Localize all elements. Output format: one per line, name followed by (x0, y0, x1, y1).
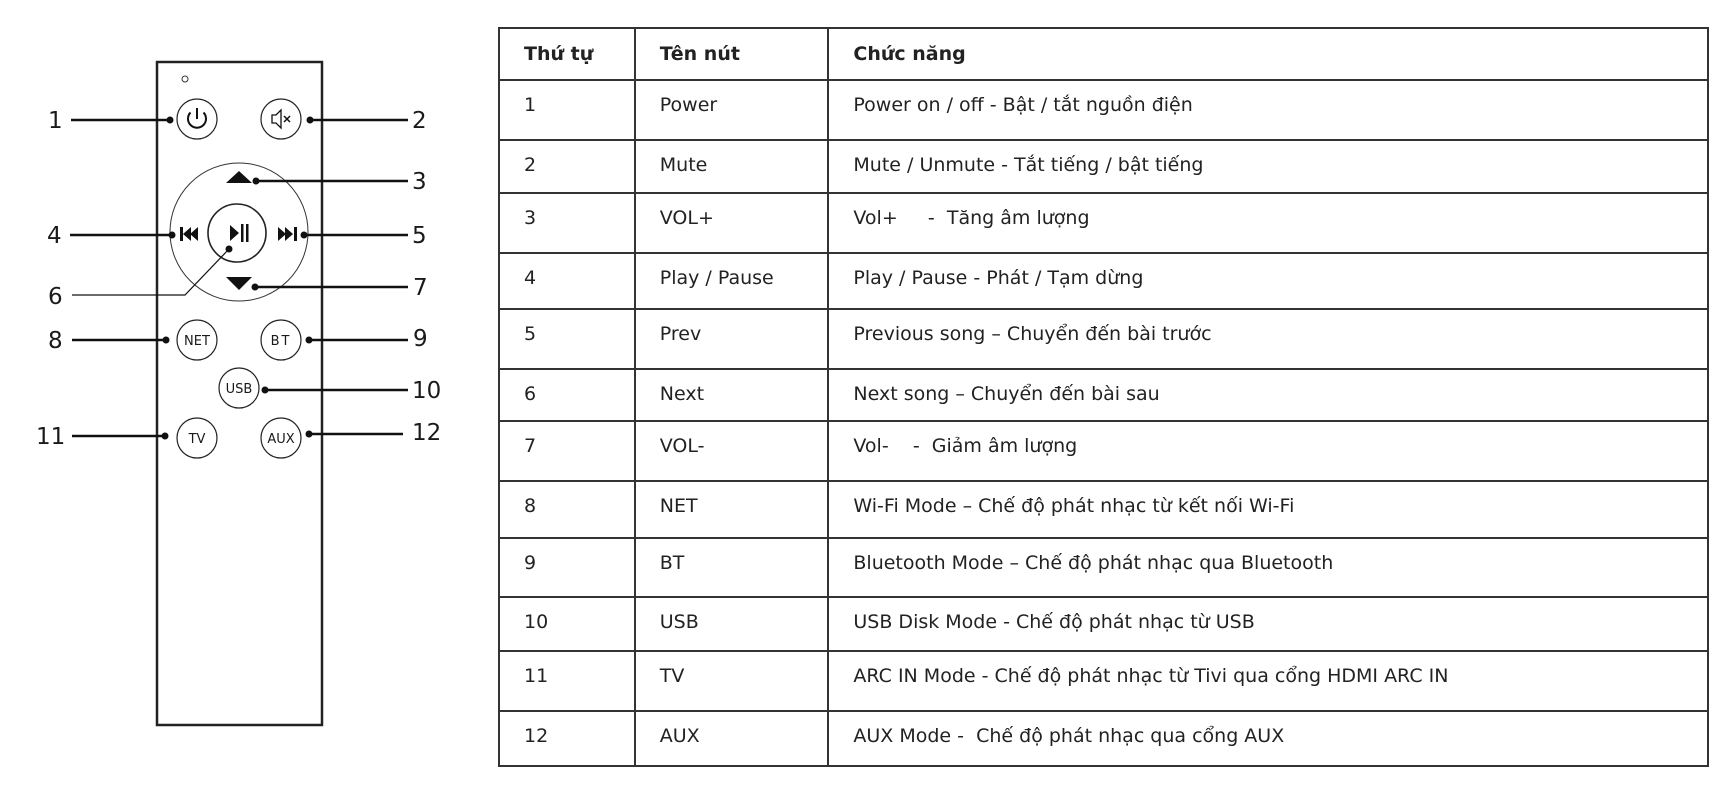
cell-function: Wi-Fi Mode – Chế độ phát nhạc từ kết nối Wi-Fi (828, 481, 1708, 538)
cell-name: VOL+ (635, 193, 829, 253)
cell-function: Mute / Unmute - Tắt tiếng / bật tiếng (828, 140, 1708, 193)
cell-order: 3 (499, 193, 635, 253)
cell-function: Vol- - Giảm âm lượng (828, 421, 1708, 481)
cell-name: Play / Pause (635, 253, 829, 309)
cell-name: AUX (635, 711, 829, 766)
header-button-name: Tên nút (635, 28, 829, 80)
cell-name: Power (635, 80, 829, 140)
cell-function: Bluetooth Mode – Chế độ phát nhạc qua Bluetooth (828, 538, 1708, 597)
callout-9: 9 (413, 326, 428, 352)
play-pause-button[interactable] (208, 204, 266, 262)
cell-function: AUX Mode - Chế độ phát nhạc qua cổng AUX (828, 711, 1708, 766)
cell-function: Power on / off - Bật / tắt nguồn điện (828, 80, 1708, 140)
header-order: Thứ tự (499, 28, 635, 80)
table-row (499, 80, 1708, 140)
tv-button[interactable] (177, 418, 217, 458)
bt-button-label: BT (270, 334, 292, 349)
cell-function: ARC IN Mode - Chế độ phát nhạc từ Tivi qua cổng HDMI ARC IN (828, 651, 1708, 711)
callout-10: 10 (412, 378, 442, 404)
table-row (499, 253, 1708, 309)
callout-11: 11 (36, 424, 66, 450)
cell-order: 10 (499, 597, 635, 651)
callout-3: 3 (412, 169, 427, 195)
cell-order: 1 (499, 80, 635, 140)
callout-4: 4 (47, 223, 62, 249)
cell-order: 9 (499, 538, 635, 597)
table-row (499, 481, 1708, 538)
usb-button-label: USB (225, 382, 253, 397)
table-row (499, 538, 1708, 597)
cell-order: 7 (499, 421, 635, 481)
cell-name: NET (635, 481, 829, 538)
usb-button[interactable] (219, 368, 259, 408)
cell-function: Next song – Chuyển đến bài sau (828, 369, 1708, 421)
cell-order: 12 (499, 711, 635, 766)
net-button-label: NET (184, 334, 210, 349)
cell-function: Vol+ - Tăng âm lượng (828, 193, 1708, 253)
bt-button[interactable] (261, 320, 301, 360)
cell-order: 4 (499, 253, 635, 309)
cell-name: Next (635, 369, 829, 421)
cell-name: Mute (635, 140, 829, 193)
tv-button-label: TV (188, 432, 206, 447)
table-row (499, 193, 1708, 253)
remote-control-diagram (0, 0, 470, 788)
table-row (499, 421, 1708, 481)
callout-12: 12 (412, 420, 442, 446)
cell-order: 2 (499, 140, 635, 193)
power-button[interactable] (177, 99, 217, 139)
cell-function: Play / Pause - Phát / Tạm dừng (828, 253, 1708, 309)
table-row (499, 309, 1708, 369)
table-row (499, 597, 1708, 651)
aux-button[interactable] (261, 418, 301, 458)
cell-order: 11 (499, 651, 635, 711)
cell-order: 6 (499, 369, 635, 421)
callout-8: 8 (48, 328, 63, 354)
callout-2: 2 (412, 108, 427, 134)
cell-order: 5 (499, 309, 635, 369)
table-row (499, 369, 1708, 421)
callout-7: 7 (413, 275, 428, 301)
cell-function: Previous song – Chuyển đến bài trước (828, 309, 1708, 369)
table-row (499, 140, 1708, 193)
mute-button[interactable] (261, 99, 301, 139)
table-row (499, 651, 1708, 711)
callout-5: 5 (412, 223, 427, 249)
cell-name: TV (635, 651, 829, 711)
cell-name: Prev (635, 309, 829, 369)
header-function: Chức năng (828, 28, 1708, 80)
aux-button-label: AUX (267, 432, 295, 447)
cell-order: 8 (499, 481, 635, 538)
table-row (499, 711, 1708, 766)
table-header-row (499, 28, 1708, 80)
cell-name: BT (635, 538, 829, 597)
button-function-table (498, 27, 1709, 767)
cell-function: USB Disk Mode - Chế độ phát nhạc từ USB (828, 597, 1708, 651)
callout-6: 6 (48, 284, 63, 310)
cell-name: USB (635, 597, 829, 651)
net-button[interactable] (177, 320, 217, 360)
callout-1: 1 (48, 108, 63, 134)
cell-name: VOL- (635, 421, 829, 481)
